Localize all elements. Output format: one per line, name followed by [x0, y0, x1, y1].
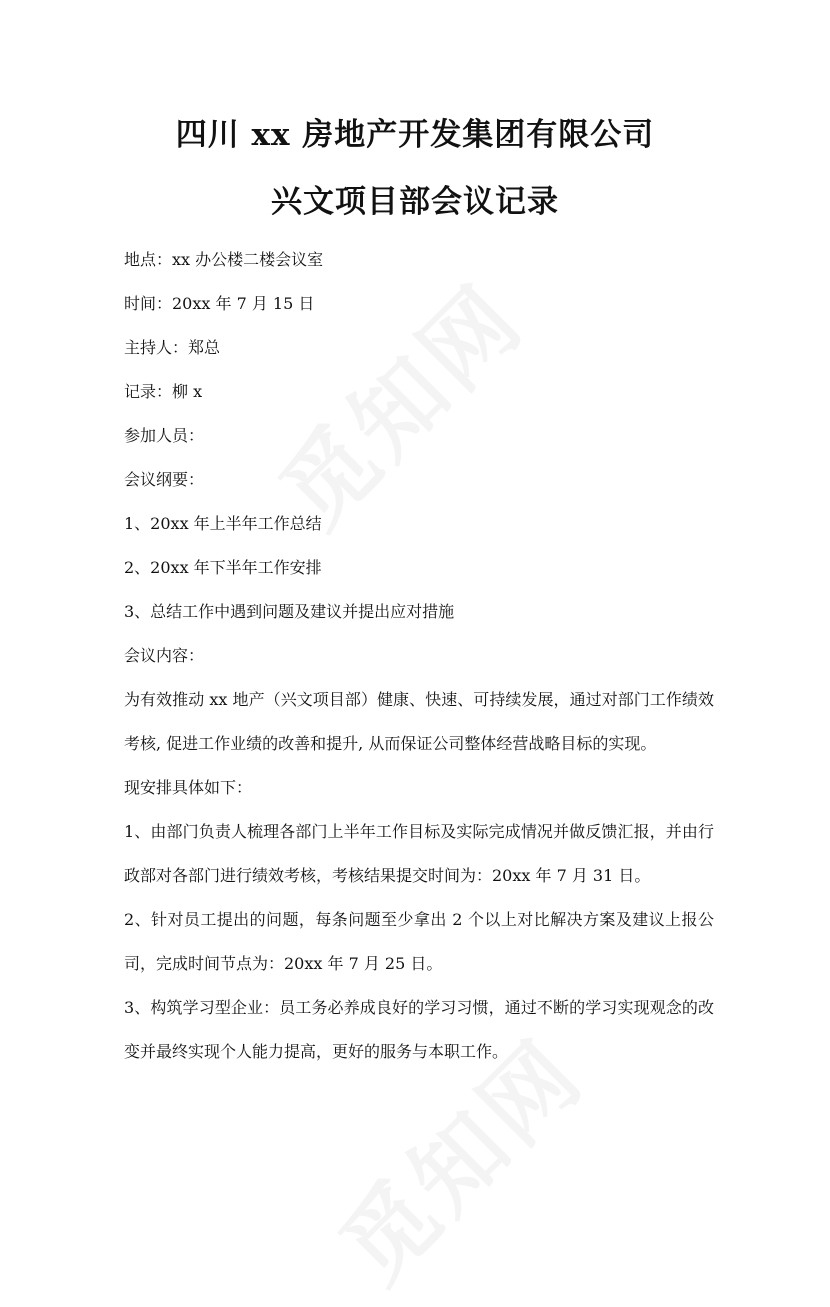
content-heading: 会议内容： — [124, 646, 205, 665]
arrangement-item: 3、构筑学习型企业：员工务必养成良好的学习习惯，通过不断的学习实现观念的改变并最终实现个人能力提高，更好的服务与本职工作。 — [124, 998, 714, 1061]
arrangement-heading: 现安排具体如下： — [124, 778, 253, 797]
agenda-item: 2、20xx 年下半年工作安排 — [124, 558, 322, 577]
meeting-time: 时间：20xx 年 7 月 15 日 — [124, 294, 315, 313]
intro-paragraph: 为有效推动 xx 地产（兴文项目部）健康、快速、可持续发展，通过对部门工作绩效考核, 促进工作业绩的改善和提升, 从而保证公司整体经营战略目标的实现。 — [124, 690, 714, 753]
meeting-attendees: 参加人员： — [124, 426, 205, 445]
agenda-item: 1、20xx 年上半年工作总结 — [124, 514, 322, 533]
document-title-meeting: 兴文项目部会议记录 — [271, 184, 559, 220]
arrangement-item: 1、由部门负责人梳理各部门上半年工作目标及实际完成情况并做反馈汇报，并由行政部对各部门进行绩效考核，考核结果提交时间为：20xx 年 7 月 31 日。 — [124, 822, 714, 885]
meeting-recorder: 记录：柳 x — [124, 382, 203, 401]
agenda-item: 3、总结工作中遇到问题及建议并提出应对措施 — [124, 602, 455, 621]
document-body — [124, 238, 714, 1074]
arrangement-item: 2、针对员工提出的问题，每条问题至少拿出 2 个以上对比解决方案及建议上报公司，完成时间节点为：20xx 年 7 月 25 日。 — [124, 910, 714, 973]
document-title-company: 四川 xx 房地产开发集团有限公司 — [175, 117, 655, 153]
agenda-heading: 会议纲要： — [124, 470, 205, 489]
meeting-host: 主持人：郑总 — [124, 338, 221, 357]
meeting-location: 地点：xx 办公楼二楼会议室 — [124, 250, 324, 269]
